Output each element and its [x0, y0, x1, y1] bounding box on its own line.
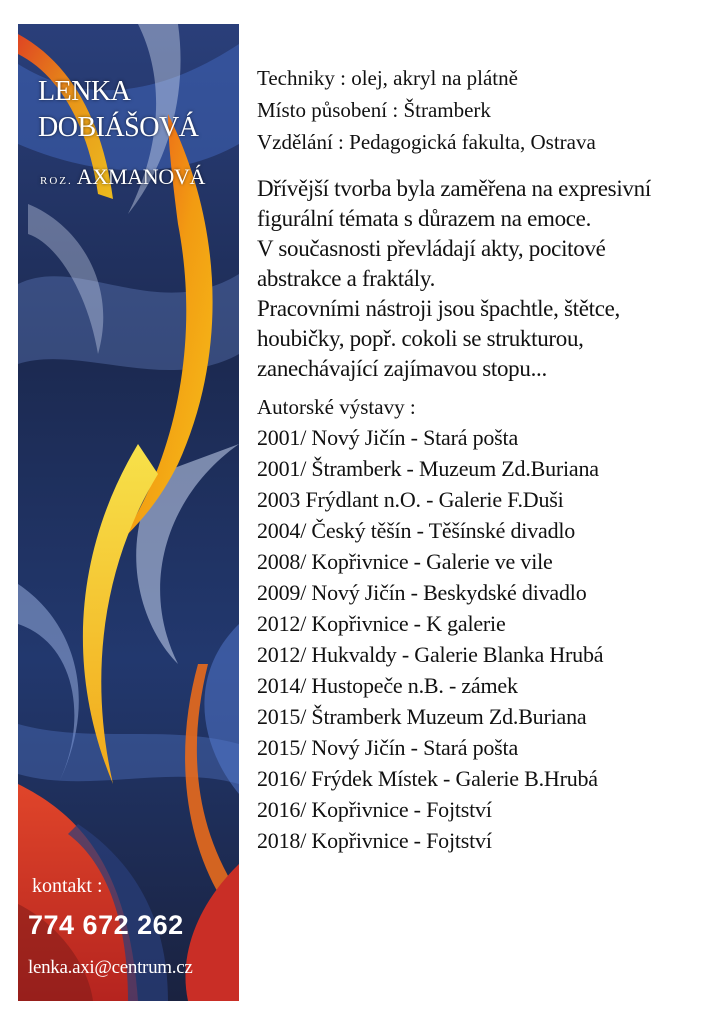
- exhibition-item: 2012/ Hukvaldy - Galerie Blanka Hrubá: [257, 642, 604, 667]
- description-line: houbičky, popř. cokoli se strukturou,: [257, 326, 584, 351]
- exhibition-item: 2009/ Nový Jičín - Beskydské divadlo: [257, 580, 587, 605]
- description-line: V současnosti převládají akty, pocitové: [257, 236, 606, 261]
- roz-label: ROZ.: [40, 175, 73, 187]
- description-line: zanechávající zajímavou stopu...: [257, 356, 547, 381]
- info-label: Vzdělání :: [257, 130, 349, 154]
- description-line: figurální témata s důrazem na emoce.: [257, 206, 592, 231]
- info-value: Pedagogická fakulta, Ostrava: [349, 130, 596, 154]
- info-value: olej, akryl na plátně: [351, 66, 518, 90]
- exhibition-item: 2001/ Nový Jičín - Stará pošta: [257, 425, 519, 450]
- exhibitions-list: [257, 392, 717, 856]
- exhibition-item: 2001/ Štramberk - Muzeum Zd.Buriana: [257, 456, 599, 481]
- artist-info: [257, 62, 717, 158]
- content-column: [257, 62, 717, 856]
- exhibition-item: 2015/ Štramberk Muzeum Zd.Buriana: [257, 704, 587, 729]
- info-location: [257, 94, 717, 126]
- info-techniques: [257, 62, 717, 94]
- artist-last-name: DOBIÁŠOVÁ: [38, 112, 199, 143]
- info-label: Místo působení :: [257, 98, 403, 122]
- artist-maiden-name: [40, 164, 205, 190]
- exhibition-item: 2018/ Kopřivnice - Fojtství: [257, 828, 492, 853]
- contact-phone: 774 672 262: [28, 910, 184, 940]
- contact-email: lenka.axi@centrum.cz: [28, 957, 193, 978]
- info-education: [257, 126, 717, 158]
- contact-label: kontakt :: [32, 875, 103, 897]
- artist-first-name: LENKA: [38, 76, 131, 107]
- description-line: abstrakce a fraktály.: [257, 266, 436, 291]
- exhibition-item: 2016/ Kopřivnice - Fojtství: [257, 797, 492, 822]
- info-label: Techniky :: [257, 66, 351, 90]
- exhibitions-heading: Autorské výstavy :: [257, 395, 416, 419]
- maiden-name: AXMANOVÁ: [76, 164, 206, 189]
- exhibition-item: 2004/ Český těšín - Těšínské divadlo: [257, 518, 576, 543]
- description-line: Dřívější tvorba byla zaměřena na expresivní: [257, 176, 651, 201]
- description-line: Pracovními nástroji jsou špachtle, štětce,: [257, 296, 620, 321]
- exhibition-item: 2014/ Hustopeče n.B. - zámek: [257, 673, 518, 698]
- exhibition-item: 2015/ Nový Jičín - Stará pošta: [257, 735, 519, 760]
- painting-banner: [18, 24, 239, 1001]
- exhibition-item: 2008/ Kopřivnice - Galerie ve vile: [257, 549, 553, 574]
- info-value: Štramberk: [403, 98, 491, 122]
- exhibition-item: 2003 Frýdlant n.O. - Galerie F.Duši: [257, 487, 564, 512]
- exhibition-item: 2012/ Kopřivnice - K galerie: [257, 611, 506, 636]
- exhibition-item: 2016/ Frýdek Místek - Galerie B.Hrubá: [257, 766, 598, 791]
- description: [257, 174, 717, 384]
